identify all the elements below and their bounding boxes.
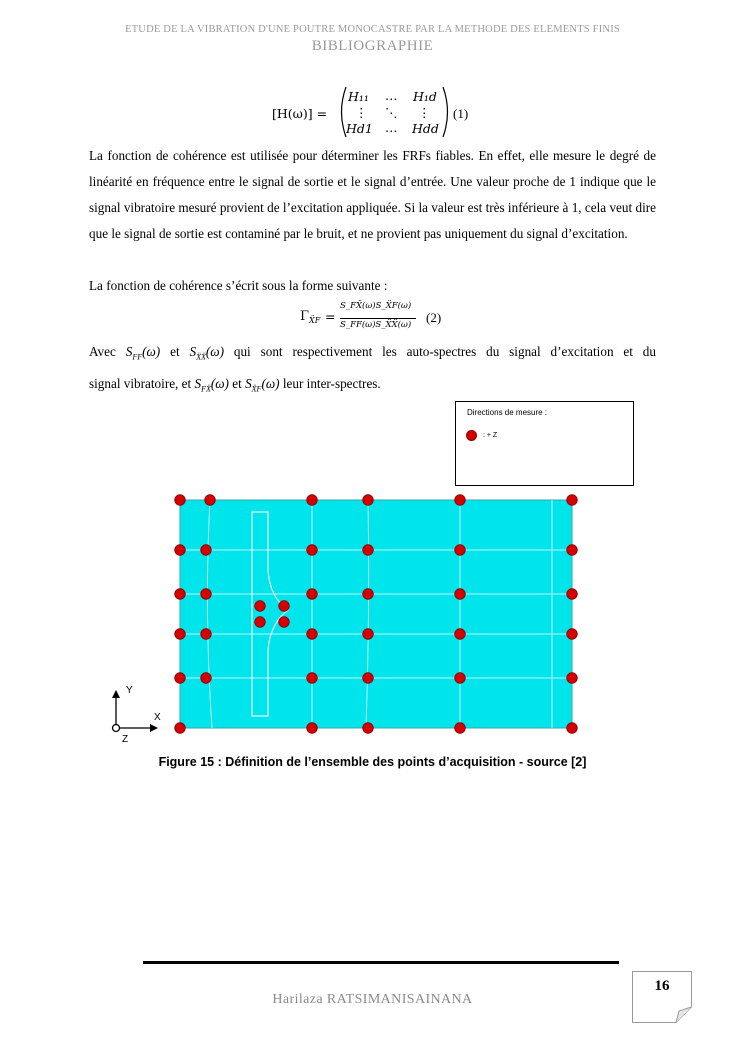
footer-author: Harilaza RATSIMANISAINANA (272, 992, 473, 1007)
footer-rule (143, 961, 619, 964)
acquisition-point (567, 545, 578, 556)
legend-label: : + Z (483, 432, 498, 439)
acquisition-point (279, 617, 290, 628)
paragraph-spectra: Avec $S_{FF}(\omega)$ et $S_{ẌẌ}(\omega)$ qui sont respectivement les auto-spectres du signal d’excitation et du signal vibratoire, et $S_{FẌ}(\omega)$ et $S_{ẌF}(\omega)$ leur inter-spectres. (89, 344, 656, 394)
acquisition-point (175, 673, 186, 684)
acquisition-point (363, 495, 374, 506)
acquisition-point (175, 723, 186, 734)
acquisition-point (455, 545, 466, 556)
measurement-legend (455, 401, 634, 486)
acquisition-point (255, 601, 266, 612)
matrix-vdots-left: ⋮ (355, 105, 368, 120)
acquisition-point (455, 629, 466, 640)
figure-caption: Figure 15 : Définition de l’ensemble des points d’acquisition - source [2] (158, 755, 587, 769)
acquisition-point (307, 629, 318, 640)
acquisition-point (455, 589, 466, 600)
acquisition-point (363, 545, 374, 556)
acquisition-point (255, 617, 266, 628)
legend-title: Directions de mesure : (467, 408, 548, 417)
acquisition-point (307, 495, 318, 506)
acquisition-point (363, 673, 374, 684)
eq2-gamma: Γ (300, 309, 310, 324)
acquisition-point (307, 673, 318, 684)
acquisition-point (567, 495, 578, 506)
acquisition-point (307, 589, 318, 600)
acquisition-point (455, 673, 466, 684)
acquisition-point (201, 673, 212, 684)
axis-x-label: X (154, 712, 161, 723)
paragraph-coherence-form: La fonction de cohérence s’écrit sous la forme suivante : (89, 278, 388, 293)
acquisition-point (201, 629, 212, 640)
acquisition-point (307, 545, 318, 556)
acquisition-point (175, 589, 186, 600)
page-number: 16 (654, 978, 670, 994)
legend-dot (466, 430, 477, 441)
axis-z-label: Z (122, 734, 129, 745)
acquisition-point (363, 723, 374, 734)
acquisition-point (567, 589, 578, 600)
eq2-fraction-bar (340, 318, 416, 319)
acquisition-point (205, 495, 216, 506)
acquisition-point (363, 629, 374, 640)
matrix-ddots: ⋱ (385, 105, 398, 120)
matrix-h1d: H₁d (413, 89, 437, 104)
acquisition-point (455, 495, 466, 506)
running-header-title: ETUDE DE LA VIBRATION D'UNE POUTRE MONOCASTRE PAR LA METHODE DES ELEMENTS FINIS (125, 24, 620, 35)
matrix-hdots-top: … (385, 88, 398, 103)
eq1-lhs: [H(ω)] = (272, 106, 328, 121)
eq2-numerator: S_FẌ(ω)S_ẌF(ω) (340, 301, 412, 311)
acquisition-point (567, 723, 578, 734)
matrix-hd1: Hd1 (346, 121, 373, 136)
acquisition-point (201, 589, 212, 600)
paragraph-coherence-intro: La fonction de cohérence est utilisée pour déterminer les FRFs fiables. En effet, elle mesure le degré de linéarité en fréquence entre le signal de sortie et le signal d’entrée. Une valeur proche de 1 indique que le signal vibratoire mesuré provient de l’excitation appliquée. Si la valeur est très inférieure à 1, cela veut dire que le signal de sortie est contaminé par le bruit, et ne provient pas uniquement du signal d’excitation. (89, 148, 656, 241)
plate (180, 500, 572, 728)
matrix-hdots-bottom: … (385, 120, 398, 135)
axis-triad (112, 685, 161, 745)
matrix-h11: H₁₁ (348, 89, 369, 104)
acquisition-point (567, 673, 578, 684)
acquisition-point (455, 723, 466, 734)
acquisition-point (279, 601, 290, 612)
eq2-number: (2) (426, 310, 442, 325)
matrix-vdots-right: ⋮ (418, 105, 431, 120)
acquisition-point (307, 723, 318, 734)
matrix-hdd: Hdd (412, 121, 439, 136)
acquisition-point (175, 495, 186, 506)
acquisition-point (201, 545, 212, 556)
running-header-section: BIBLIOGRAPHIE (311, 38, 434, 54)
eq1-number: (1) (453, 106, 469, 121)
acquisition-point (567, 629, 578, 640)
acquisition-point (175, 545, 186, 556)
acquisition-point (175, 629, 186, 640)
eq2-equals: = (325, 309, 336, 324)
eq2-gamma-sub: ẌF (309, 316, 321, 325)
axis-y-label: Y (126, 685, 133, 696)
acquisition-point (363, 589, 374, 600)
acquisition-points-figure (100, 490, 590, 750)
eq2-denominator: S_FF(ω)S_ẌẌ(ω) (340, 320, 412, 330)
